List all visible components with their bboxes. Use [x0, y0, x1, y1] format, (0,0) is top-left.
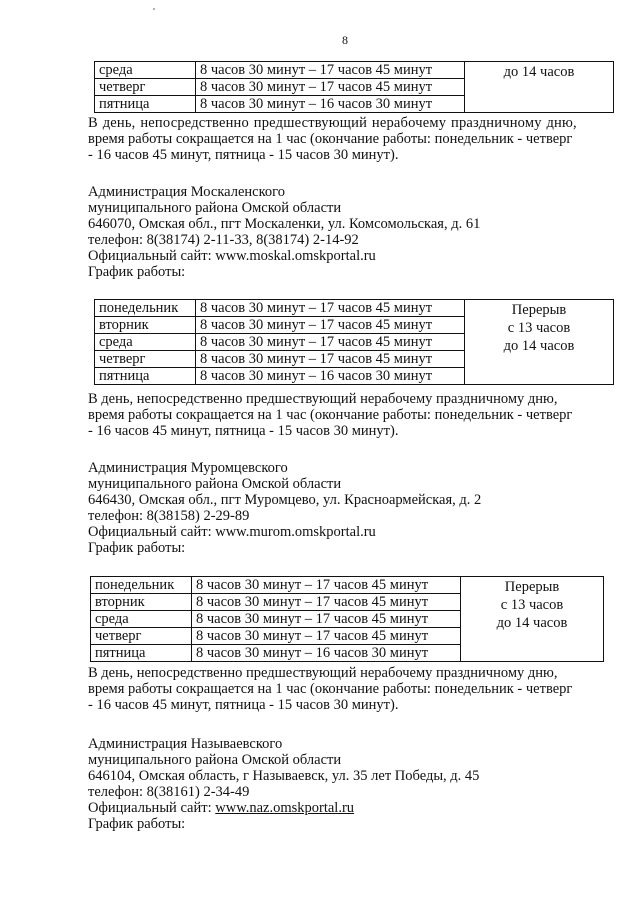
break-text: Перерыв: [504, 579, 560, 595]
scan-speck: [153, 8, 155, 10]
hours-cell: 8 часов 30 минут – 16 часов 30 минут: [192, 645, 461, 662]
org-website: [88, 800, 600, 816]
website-prefix: Официальный сайт:: [88, 800, 216, 816]
schedule-table-muromtsevo: [90, 576, 604, 662]
day-cell: четверг: [95, 79, 196, 96]
org-block-nazyvaevsk: [88, 736, 600, 832]
org-phone: телефон: 8(38174) 2-11-33, 8(38174) 2-14-92: [88, 232, 359, 248]
break-text: с 13 часов: [507, 320, 571, 336]
page-number: 8: [342, 33, 348, 47]
org-phone: телефон: 8(38158) 2-29-89: [88, 508, 250, 524]
hours-cell: 8 часов 30 минут – 17 часов 45 минут: [196, 79, 465, 96]
break-text: с 13 часов: [500, 597, 564, 613]
notice-line: - 16 часов 45 минут, пятница - 15 часов 30 минут).: [88, 423, 399, 439]
day-cell: среда: [95, 62, 196, 79]
schedule-table-moskalenki: [94, 299, 614, 385]
hours-cell: 8 часов 30 минут – 17 часов 45 минут: [196, 62, 465, 79]
org-website: Официальный сайт: www.murom.omskportal.ru: [88, 524, 376, 540]
hours-cell: 8 часов 30 минут – 17 часов 45 минут: [196, 317, 465, 334]
org-website: Официальный сайт: www.moskal.omskportal.ru: [88, 248, 376, 264]
notice-line: - 16 часов 45 минут, пятница - 15 часов 30 минут).: [88, 697, 399, 713]
org-address: 646070, Омская обл., пгт Москаленки, ул. Комсомольская, д. 61: [88, 216, 481, 232]
day-cell: вторник: [95, 317, 196, 334]
org-name: Администрация Называевского: [88, 736, 283, 752]
day-cell: пятница: [91, 645, 192, 662]
hours-cell: 8 часов 30 минут – 16 часов 30 минут: [196, 368, 465, 385]
break-text: до 14 часов: [496, 615, 568, 631]
website-link[interactable]: www.naz.omskportal.ru: [215, 800, 355, 816]
schedule-label: График работы:: [88, 264, 186, 280]
break-text: Перерыв: [511, 302, 567, 318]
org-block-muromtsevo: [88, 460, 600, 556]
schedule-table-continued: [94, 61, 614, 113]
break-cell: [461, 577, 604, 662]
holiday-notice: [88, 115, 600, 163]
schedule-label: График работы:: [88, 540, 186, 556]
break-text: до 14 часов: [503, 338, 575, 354]
break-cell: [465, 300, 614, 385]
hours-cell: 8 часов 30 минут – 17 часов 45 минут: [196, 351, 465, 368]
schedule-label: График работы:: [88, 816, 186, 832]
notice-line: время работы сокращается на 1 час (окончание работы: понедельник - четверг: [88, 681, 573, 697]
hours-cell: 8 часов 30 минут – 17 часов 45 минут: [192, 577, 461, 594]
org-district: муниципального района Омской области: [88, 200, 342, 216]
hours-cell: 8 часов 30 минут – 17 часов 45 минут: [192, 628, 461, 645]
org-district: муниципального района Омской области: [88, 476, 342, 492]
org-district: муниципального района Омской области: [88, 752, 342, 768]
day-cell: вторник: [91, 594, 192, 611]
day-cell: пятница: [95, 96, 196, 113]
holiday-notice: [88, 665, 600, 713]
day-cell: среда: [95, 334, 196, 351]
notice-line: - 16 часов 45 минут, пятница - 15 часов 30 минут).: [88, 147, 399, 163]
table-row: [95, 62, 614, 79]
day-cell: понедельник: [95, 300, 196, 317]
break-text: до 14 часов: [503, 64, 575, 80]
day-cell: среда: [91, 611, 192, 628]
day-cell: понедельник: [91, 577, 192, 594]
holiday-notice: [88, 391, 600, 439]
hours-cell: 8 часов 30 минут – 17 часов 45 минут: [196, 334, 465, 351]
notice-line: время работы сокращается на 1 час (окончание работы: понедельник - четверг: [88, 131, 573, 147]
org-name: Администрация Муромцевского: [88, 460, 288, 476]
org-block-moskalenki: [88, 184, 600, 280]
table-row: [91, 577, 604, 594]
org-phone: телефон: 8(38161) 2-34-49: [88, 784, 250, 800]
notice-line: В день, непосредственно предшествующий нерабочему праздничному дню,: [88, 391, 558, 407]
day-cell: пятница: [95, 368, 196, 385]
notice-line: В день, непосредственно предшествующий нерабочему праздничному дню,: [88, 115, 577, 131]
break-cell: [465, 62, 614, 113]
notice-line: В день, непосредственно предшествующий нерабочему праздничному дню,: [88, 665, 558, 681]
notice-line: время работы сокращается на 1 час (окончание работы: понедельник - четверг: [88, 407, 573, 423]
org-address: 646104, Омская область, г Называевск, ул. 35 лет Победы, д. 45: [88, 768, 480, 784]
table-row: [95, 300, 614, 317]
hours-cell: 8 часов 30 минут – 17 часов 45 минут: [196, 300, 465, 317]
org-name: Администрация Москаленского: [88, 184, 285, 200]
hours-cell: 8 часов 30 минут – 17 часов 45 минут: [192, 611, 461, 628]
hours-cell: 8 часов 30 минут – 17 часов 45 минут: [192, 594, 461, 611]
day-cell: четверг: [95, 351, 196, 368]
day-cell: четверг: [91, 628, 192, 645]
hours-cell: 8 часов 30 минут – 16 часов 30 минут: [196, 96, 465, 113]
org-address: 646430, Омская обл., пгт Муромцево, ул. Красноармейская, д. 2: [88, 492, 482, 508]
